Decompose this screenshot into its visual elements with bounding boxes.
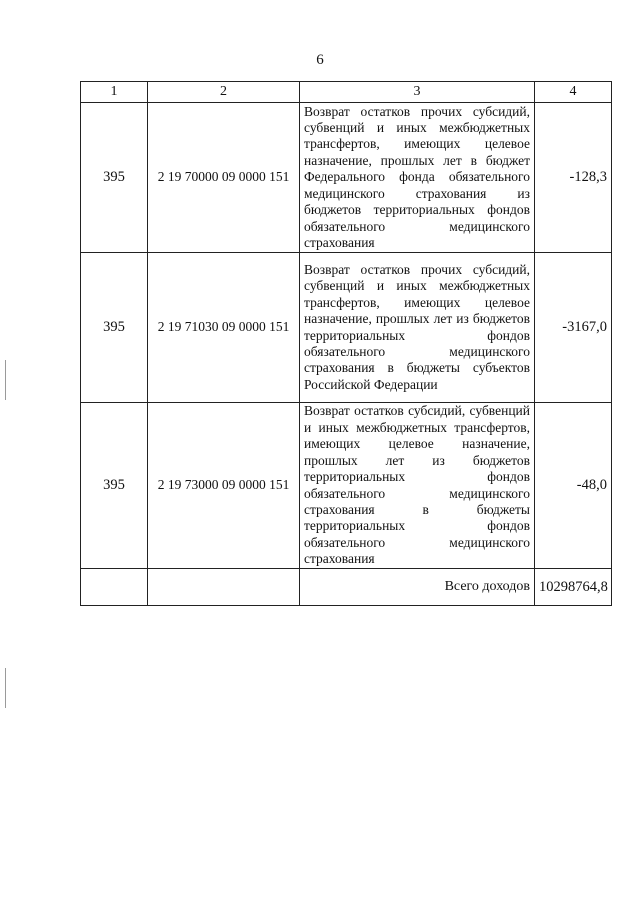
amount-cell: -128,3 [535,103,612,253]
budget-code-cell: 2 19 73000 09 0000 151 [148,403,300,569]
amount-cell: -3167,0 [535,253,612,403]
table-row [81,103,612,253]
table-row [81,253,612,403]
column-header-3: 3 [300,82,535,103]
description-cell: Возврат остатков прочих субсидий, субвенций и иных межбюджетных трансфертов, имеющих целевое назначение, прошлых лет в бюджет Федерального фонда обязательного медицинского страхования из бюджетов территориальных фондов обязательного медицинского страхования [300,103,535,253]
admin-code-cell: 395 [81,403,148,569]
description-cell: Возврат остатков прочих субсидий, субвенций и иных межбюджетных трансфертов, имеющих целевое назначение, прошлых лет из бюджетов территориальных фондов обязательного медицинского страхования в бюджеты субъектов Российской Федерации [300,253,535,403]
table-header-row [81,82,612,103]
scan-margin-mark [5,668,6,708]
empty-cell [148,569,300,606]
description-cell: Возврат остатков субсидий, субвенций и иных межбюджетных трансфертов, имеющих целевое назначение, прошлых лет из бюджетов территориальных фондов обязательного медицинского страхования в бюджеты территориальных фондов обязательного медицинского страхования [300,403,535,569]
budget-code-cell: 2 19 70000 09 0000 151 [148,103,300,253]
column-header-4: 4 [535,82,612,103]
total-amount: 10298764,8 [535,569,612,606]
page-number: 6 [316,52,324,68]
budget-revenue-table [80,81,612,606]
column-header-1: 1 [81,82,148,103]
empty-cell [81,569,148,606]
total-label: Всего доходов [300,569,535,606]
table-row [81,403,612,569]
admin-code-cell: 395 [81,103,148,253]
scan-margin-mark [5,360,6,400]
budget-code-cell: 2 19 71030 09 0000 151 [148,253,300,403]
admin-code-cell: 395 [81,253,148,403]
amount-cell: -48,0 [535,403,612,569]
total-row [81,569,612,606]
column-header-2: 2 [148,82,300,103]
